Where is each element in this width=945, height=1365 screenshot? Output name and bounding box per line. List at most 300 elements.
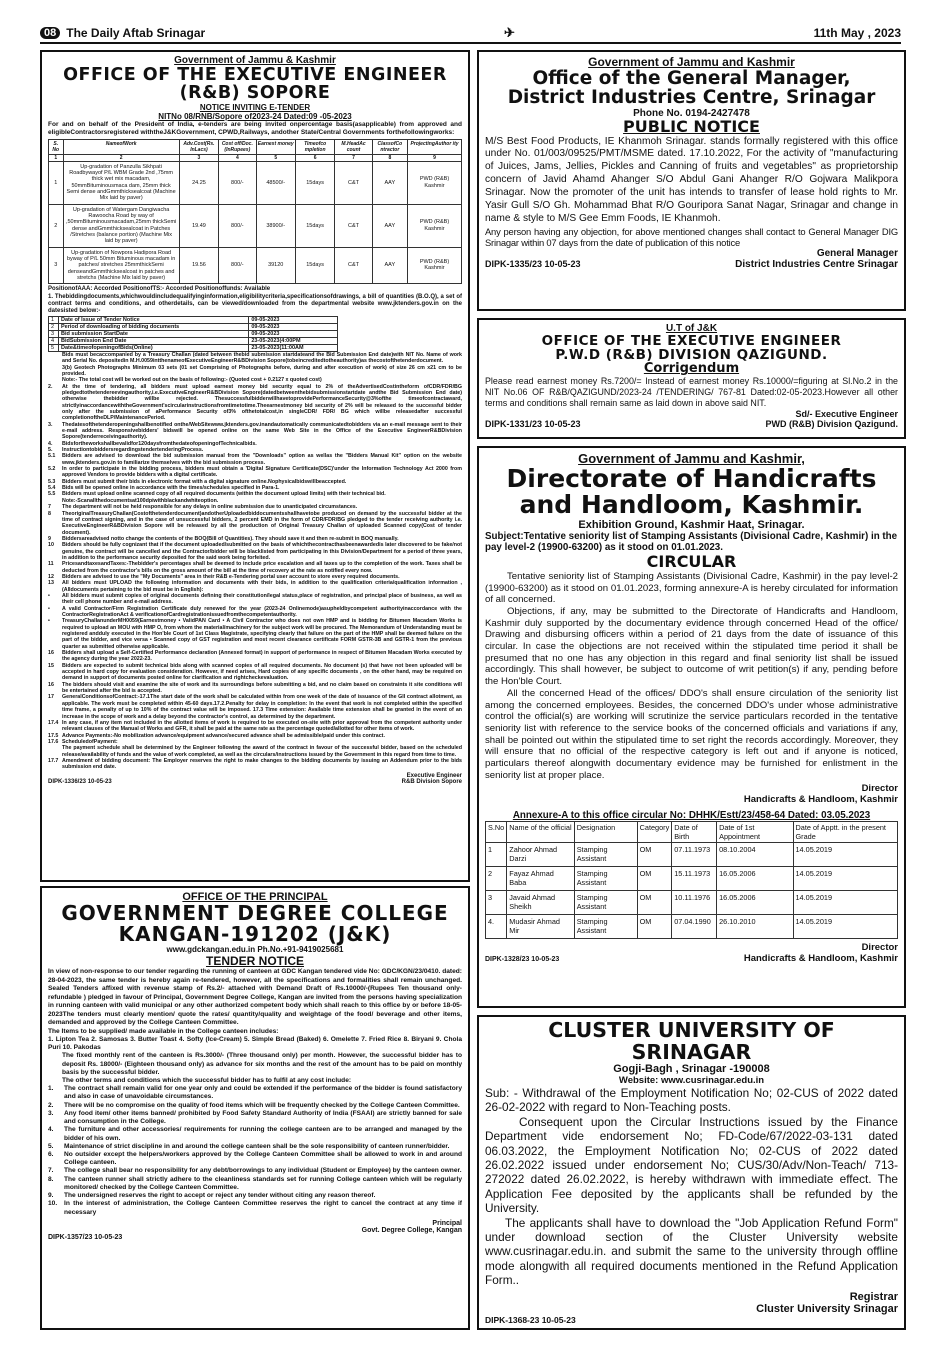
term-item xyxy=(48,745,462,758)
column-number: 5 xyxy=(256,154,295,161)
table-cell: 07.11.1973 xyxy=(672,843,717,867)
term-text: The department will not be held responsible for any delays in online submission due to unanticipated circumstances. xyxy=(62,504,358,511)
table-cell: 14.05.2019 xyxy=(793,843,898,867)
table-cell: 14.05.2019 xyxy=(793,891,898,915)
term-item xyxy=(48,758,462,771)
table-cell: 48500/- xyxy=(256,161,295,204)
table-cell: PWD (R&B) Kashmir xyxy=(407,161,461,204)
term-item xyxy=(48,1102,462,1110)
table-cell: 5 xyxy=(49,344,59,351)
ad-intro: In view of non-response to our tender regarding the running of canteen at GDC Kangan tendered vide No: GDC/KGN/23/0410. dated: 28-04-2023, the same tender is hereby again re-tendered, however, all the specifications and formalities shall remain unchanged. Sealed Tenders affixed with revenue stamp of Rs.2/- attached with Demand Draft of Rs.10000/-(Rupees Ten thousand only-refundable ) pledged in favour of Principal, Government Degree College, Kangan are invited from the persons having specialization in running canteen with valid municipal or any other authorized competent body which shall reach to this office by or before 18-05-2023The tenders must clearly mention/ quote the rates/ quantity/quality and weightage of the food/ beverage and other items, demanded and approved by the College Canteen Committee. xyxy=(48,968,462,1027)
term-number: 17.7 xyxy=(48,757,59,764)
ad-ee-sopore xyxy=(40,50,470,882)
term-item xyxy=(48,384,462,422)
ad-nit-number: NITNo 08/RNB/Sopore of2023-24 Dated:09 -05-2023 xyxy=(158,111,352,121)
signatory-office-2: Handicrafts & Handloom, Kashmir xyxy=(743,953,898,965)
term-number: 3. xyxy=(48,1109,54,1117)
term-number: • xyxy=(48,592,50,599)
table-cell: 2 xyxy=(49,204,64,247)
term-number: 16 xyxy=(48,681,54,688)
table-cell: OM xyxy=(637,891,672,915)
term-text: All bidders must UPLOAD the following information and documents with their bids, in addition to the qualification criteria/qualification information ,(Alldocuments pertaining to the bid must be in English): xyxy=(62,580,462,593)
signatory-office: District Industries Centre Srinagar xyxy=(735,259,898,271)
signatory-title: General Manager xyxy=(816,248,898,260)
ad-paragraph-3: All the concerned Head of the offices/ DDO's shall ensure circulation of the seniority list among the concerned employees. Besides, the concerned DDO's under whose administrative control the official(s) are working will scrutinize the service particulars recorded in the tentative seniority list with reference to the service books of the concerned officials and variations if any, shall be pointed out within the stipulated time to set right the records accordingly. Moreover, they will ensure that no official of the respective category is left out and if anyone is noticed, particulars thereof alongwith documentary evidence may be furnished for enlistment in the seniority list at proper place. xyxy=(485,687,898,781)
ad-body: Please read earnest money Rs.7200/= Instead of earnest money Rs.10000/=figuring at Sl.No.2 in the NIT No.06 OF R&B/QAZIGUND/2023-24 /TENDERING/ 767-81 Dated:02-05-2023.However all other terms and conditions shall remain same as laid down in above said NIT. xyxy=(485,375,898,408)
position-line: PositionofAAA: Accorded PositionofTS:- Accorded Positionoffunds: Available xyxy=(48,286,271,293)
table-cell: OM xyxy=(637,843,672,867)
term-number: • xyxy=(48,618,50,625)
term-text: Thedatesofthetenderopeningshallbenotified onthe/WebSitewww.jktenders.gov.inandautomatically communicatedtobidders via an e-mail message sent to their e-mail address. Responsivebidders' bidswill be opened online on the same Web Site in the Office of the Executive EngineerR&BDivision Sopore(tenderreceivingauthority). xyxy=(62,421,462,441)
page-header xyxy=(40,24,901,44)
term-text: TreasuryChallanunderMH0059(Earnestmoney • ValidPAN Card • A Civil Contractor who does not own HMP and is bidding for Bitumen Macadam Works is required to upload an MOU with HMP O, from whom the material/machinery for the subject work will be procured. The Memorandum of Understanding must be registered andduly executed in the Hon'ble Court of 1st Class Magistrate, specifying clearly that failure on the part of the HMP shall be deemed failure on the part of the bidder, and vice versa • Scanned copy of GST registration and most recent clearance certificate FORM GSTR-3B and GSTR-1 from the previous quarter as submitted otherwise applicable. xyxy=(62,618,462,650)
term-number: 17.6 xyxy=(48,738,59,745)
ad-paragraph-2: The applicants shall have to download the "Job Application Refund Form" under download section of the Cluster University website www.cusrinagar.edu.in. and submit the same to the university through offline mode alongwith all required documents mentioned in the Refund Application Form.. xyxy=(485,1215,898,1288)
signatory-office: Govt. Degree College, Kangan xyxy=(361,1226,462,1234)
table-cell: PWD (R&B) Kashmir xyxy=(407,204,461,247)
term-text: Bids must becaccompanied by a Treasury Challan (dated between thebid submission startdateand the Bid Submission End date)with NIT No. Name of work and Serial No. depositedin M.H.0059intthenameofExecutiveEngineerR&BDivision Sopore(tobeincreditedtotheauthority)as thecostofthetenderdocument. xyxy=(62,351,462,365)
table-cell: Period of downloading of bidding documents xyxy=(59,323,249,330)
dipk-number: DIPK-1335/23 10-05-23 xyxy=(485,259,581,270)
table-row xyxy=(49,344,338,351)
signatory-title: Director xyxy=(861,783,898,795)
column-header: Date of Apptt. in the present Grade xyxy=(793,822,898,843)
ad-intro: For and on behalf of the President of India, e-tenders are being invited onpercentage basis(asapplicable) from approved and eligibleContractorsregistered withtheJ&KGovernment, CPWD,Railways, andother State/Central Governments forthefollowingworks: xyxy=(48,120,462,136)
table-cell: 800/- xyxy=(219,161,256,204)
table-row xyxy=(49,204,462,247)
ad-notice-heading: TENDER NOTICE xyxy=(205,954,304,968)
term-number: 12 xyxy=(48,573,54,580)
term-number: 17 xyxy=(48,694,54,701)
dipk-number: DIPK-1368-23 10-05-23 xyxy=(485,1314,576,1325)
term-item xyxy=(48,511,462,536)
table-cell: 23-05-2023(11:00AM xyxy=(249,344,337,351)
column-number: 1 xyxy=(49,154,64,161)
term-text: Bidders must submit their bids in electronic format with a digital signature online.Nophysicalbidswillbeaccepted. xyxy=(62,478,347,485)
column-header: Date of Birth xyxy=(672,822,717,843)
ad-title-line1: Office of the General Manager, xyxy=(532,68,851,89)
table-cell: 16.05.2006 xyxy=(717,867,793,891)
annexure-heading: Annexure-A to this office circular No: DHHK/Estt/23/458-64 Dated: 03.05.2023 xyxy=(512,810,871,822)
seniority-table xyxy=(485,821,898,939)
table-cell: Zahoor Ahmad Darzi xyxy=(507,843,574,867)
dipk-number: DIPK-1331/23 10-05-23 xyxy=(485,418,581,429)
term-item xyxy=(48,618,462,650)
term-text: The college shall bear no responsibility for any debt/borrowings to any individual (Student or Employee) by the canteen owner. xyxy=(64,1167,462,1175)
term-number: 17.5 xyxy=(48,732,59,739)
table-cell: 23-05-2023(4:00PM xyxy=(249,337,337,344)
term-text: The contract shall remain valid for one year only and could be extended if the performance of the bidder is found satisfactory and also in case of unavoidable circumstances. xyxy=(64,1085,462,1101)
term-number: 1. xyxy=(48,1085,54,1093)
term-number: 4. xyxy=(48,1126,54,1134)
table-cell: 14.05.2019 xyxy=(793,915,898,939)
table-cell: 15days xyxy=(295,204,334,247)
column-number: 8 xyxy=(372,154,407,161)
term-number: 5.4 xyxy=(48,485,56,492)
column-number: 7 xyxy=(335,154,372,161)
table-cell: 09-05-2023 xyxy=(249,330,337,337)
ad-body-objections: Any person having any objection, for above mentioned changes shall contact to General Manager DIG Srinagar within 07 days from the date of publication of this notice xyxy=(485,225,898,249)
ad-handicrafts xyxy=(477,446,906,1008)
ad-title-line2: and Handloom, Kashmir. xyxy=(519,490,864,520)
term-item xyxy=(48,453,462,466)
table-cell: Stamping Assistant xyxy=(574,843,637,867)
term-text: ScheduledofPayment: xyxy=(62,738,118,745)
ad-paragraph-2: Objections, if any, may be submitted to the Directorate of Handicrafts and Handloom, Kashmir duly supported by the documentary evidence through concerned Head of the office/ Drawing and disbursing officers within a period of 21 days from the date of issuance of this circular. In case the objections are not received within the stipulated time period it shall be presumed that no one has any objection in this regard and final seniority list shall be issued accordingly. This shall however, be subject to outcome of writ petition(s) if any, pending before the Hon'ble Court. xyxy=(485,605,898,688)
table-row xyxy=(486,843,898,867)
term-text: Bidders are expected to submit technical bids along with scanned copies of all required documents. No document (s) that have not been uploaded will be accepted in hard copy for evaluation consideration. However, if need arises, Hard copies of any specific documents , on the other hand, may be required on demand in support of documents posted online for clarification and rightcheckevaluation. xyxy=(62,662,462,682)
column-header: Category xyxy=(637,822,672,843)
newspaper-name: The Daily Aftab Srinagar xyxy=(66,26,206,40)
works-table-header xyxy=(49,139,462,154)
table-row xyxy=(49,323,338,330)
rent-text: The fixed monthly rent of the canteen is Rs.3000/- (Three thousand only) per month. However, the successful bidder has to deposit Rs. 18000/- (Eighteen thousand only) as advance for six months and the rest of the amount has to be paid on monthly basis by the successful bidder. xyxy=(62,1052,462,1076)
ad-website: www.gdckangan.edu.in Ph.No.+91-9419025681 xyxy=(166,945,344,954)
term-number xyxy=(48,745,62,758)
table-cell: Fayaz Ahmad Baba xyxy=(507,867,574,891)
term-text: Bidders should be fully cognizant that if the document uploaded/submitted on the basis of whichthecontracthasbeenawardedis later discovered to be fake/not genuine, the contract will be cancelled and the Contractor/bidder will be blacklisted from participating in this Division/Department for a period of three years, in addition to the performance security deposited for the said work being forfeited. xyxy=(62,542,462,561)
ad-paragraph-1: Consequent upon the Circular Instructions issued by the Finance Department vide endorsement No; FD-Code/67/2022-03-131 dated 06.03.2022, the Employment Notification No; 02-CUS of 2022 dated 26.02.2022 issued under endorsement No; CUS/30/Adv/Non-Teach/ 713-272022 dated 26.02.2022, is hereby withdrawn with immediate effect. The Application Fee deposited by the applicants shall be refunded by the University. xyxy=(485,1114,898,1216)
table-cell: OM xyxy=(637,915,672,939)
table-cell: Up-gradation of Panzulla Sikhpati Roadbywayof P/L WBM Grade 2nd ,75mm thick wet mix macadam, 50mmBituminousmaca dam, 25mm thick Semi dense andGmmthicksealcoat (Machine Mix laid by paver) xyxy=(63,161,179,204)
table-cell: 2 xyxy=(486,867,507,891)
works-table-body xyxy=(49,161,462,283)
ad-title-line2: P.W.D (R&B) DIVISION QAZIGUND. xyxy=(555,347,828,364)
ad-government-line: Government of Jammu & Kashmir xyxy=(174,55,336,66)
table-cell: 4. xyxy=(486,915,507,939)
term-number: 11 xyxy=(48,561,54,568)
works-table xyxy=(48,139,462,284)
page-number: 08 xyxy=(40,27,60,39)
ad-paragraph-1: Tentative seniority list of Stamping Assistants (Divisional Cadre, Kashmir) in the pay level-2 (19900-63200) as it stood on 01.01.2023, forming annexure-A is hereby circulated for information of all concerned. xyxy=(485,570,898,606)
table-row xyxy=(49,316,338,323)
table-cell: 09-05-2023 xyxy=(249,323,337,330)
term-number: 7. xyxy=(48,1167,54,1175)
term-text: The furniture and other accessories/ requirements for running the college canteen are to be arranged and managed by the bidder of his own. xyxy=(64,1126,462,1142)
term-number: 2. xyxy=(48,1101,54,1109)
column-number: 6 xyxy=(295,154,334,161)
table-cell: AAY xyxy=(372,204,407,247)
column-header: Earnest money xyxy=(256,139,295,154)
works-table-colnums xyxy=(49,154,462,161)
term-item xyxy=(48,606,462,619)
term-item xyxy=(48,1085,462,1101)
ad-body: M/S Best Food Products, IE Khanmoh Srinagar. stands formally registered with this office under No. 01/003/09525/PMT/MSME dated. 17.10.2022, For the activity of "manufacturing of Juices, Jams, Jellies, Pickles and Canning of fruits and vegetables" as proprietorship concern of Javid Ahamd Ahanger S/O Abdul Gani Ahanger R/O Gojwara Malikpora Srinagar. Now the promoter of the unit has intends to transfer of lease hold rights to Mr. Yasir Gull S/O Gh. Mohammad Bhat R/O Gouripora Sanat Nagar, Srinagar and change in name & style to M/S Gee Emm Foods, IE Khanmoh. xyxy=(485,135,898,224)
ad-office-line: OFFICE OF THE PRINCIPAL xyxy=(182,891,328,903)
table-cell: 07.04.1990 xyxy=(672,915,717,939)
term-text: GeneralConditionsofContract:-17.1The start date of the work shall be calculated within from one week of the date of issuance of the GII contract allotment, as applicable. The work must be completed within 45-60 days.17.2.Penalty for delay in completion: In the event that work is not completed within the specified time frame, a penalty of up to 10% of the contract value will be imposed. 17.3 Time extension: Available time extension shall be granted in the event of an increase in the scope of work and a delay beyond the contractor's control, as determined by the department. xyxy=(62,694,462,720)
table-row xyxy=(486,867,898,891)
term-text: The bidders should visit and examine the site of work and its surroundings before submitting a bid, and no claim based on constraints it site conditions will be entertained after the bid is accepted. xyxy=(62,681,462,695)
ad-title-line2: District Industries Centre, Srinagar xyxy=(507,87,876,109)
term-text: The canteen runner shall strictly adhere to the cleanliness standards set for running College canteen which will be regularly monitored/ checked by the College Canteen Committee. xyxy=(64,1175,462,1191)
term-number: 4. xyxy=(48,440,53,447)
term-item xyxy=(48,580,462,593)
signatory-office: Cluster University Srinagar xyxy=(756,1302,898,1315)
ad-notice-heading: NOTICE INVITING E-TENDER xyxy=(199,102,311,112)
term-number: 6. xyxy=(48,1151,54,1159)
table-row xyxy=(486,891,898,915)
table-cell: 1 xyxy=(49,316,59,323)
terms-list xyxy=(48,1085,462,1217)
ad-government-line: Government of Jammu and Kashmir xyxy=(588,55,795,69)
table-cell: 15.11.1973 xyxy=(672,867,717,891)
term-number: 10. xyxy=(48,1200,58,1208)
table-cell: 19.49 xyxy=(179,204,218,247)
table-cell: OM xyxy=(637,867,672,891)
ad-government-line: Government of Jammu and Kashmir, xyxy=(578,451,805,466)
table-cell: Bid submission StartDate xyxy=(59,330,249,337)
column-header: S.No xyxy=(486,822,507,843)
column-header: Cost off/Doc. (InRupees) xyxy=(219,139,256,154)
term-item xyxy=(48,561,462,574)
table-cell: Mudasir Ahmad Mir xyxy=(507,915,574,939)
signatory-office: Handicrafts & Handloom, Kashmir xyxy=(743,794,898,806)
term-item xyxy=(48,1176,462,1192)
ad-ut-line: U.T of J&K xyxy=(665,323,718,334)
column-header: Name of the official xyxy=(507,822,574,843)
term-number: 13 xyxy=(48,580,54,587)
term-number: 5.3 xyxy=(48,478,56,485)
term-text: Note:- The total cost will be worked out on the basis of following:- (Quoted cost + 0.2127 x quoted cost) xyxy=(62,377,322,384)
term-text: Amendment of bidding document: The Employer reserves the right to make changes to the bidding documents by issuing an Addendum prior to the bids submission end date. xyxy=(62,757,462,771)
table-cell: Up-gradation of Watergam Dangiwacha Rawoocha Road by way of ,50mmBituminousmacadam,25mm thickSemi dense andGmmthicksealcoat in Patches /Stretches (balance portion) (Machine Mix laid by paver) xyxy=(63,204,179,247)
table-cell: 10.11.1976 xyxy=(672,891,717,915)
view-documents-note: 1. Thebiddingdocuments,whichwouldincludequalifyinginformation,eligibilitycriteria,specificationsofdrawings, a bill of quantities (B.O.Q), a set of contract terms and conditions, and otherdetails, can be viewed/downloaded from the departmental website www.jktenders.gov.in on the datesisted below:- xyxy=(48,293,462,315)
table-cell: 15days xyxy=(295,247,334,284)
table-cell: 2 xyxy=(49,323,59,330)
ad-title: CLUSTER UNIVERSITY OF SRINAGAR xyxy=(548,1018,835,1064)
term-number: 5.1 xyxy=(48,453,56,460)
term-number: 10 xyxy=(48,542,54,549)
term-text: Maintenance of strict discipline in and around the college canteen shall be the sole responsibility of canteen runner/bidder. xyxy=(64,1142,450,1150)
table-cell: 39120 xyxy=(256,247,295,284)
table-cell: Up-gradation of Nowpora Hadipora Road byway of P/L 50mm Bituminous macadam in patches/ stretches 25mmthickSemi denseandGmmthicksealcoat in patches and stretchs (Machine Mix laid by paver) xyxy=(63,247,179,284)
table-cell: 3 xyxy=(49,330,59,337)
column-header: NameofWork xyxy=(63,139,179,154)
term-item xyxy=(48,720,462,733)
term-number: 8 xyxy=(48,510,51,517)
ad-pwd-qazigund xyxy=(477,318,906,439)
term-text: All bidders must submit copies of original documents defining their constitution/legal status,place of registration, and principal place of business, as well as their cell phone number and e-mail address. xyxy=(62,592,462,606)
term-text: There will be no compromise on the quality of food items which will be frequently checked by the College Canteen Committee. xyxy=(64,1101,460,1109)
table-header-row xyxy=(486,822,898,843)
table-row xyxy=(49,161,462,204)
column-number: 9 xyxy=(407,154,461,161)
term-text: Bids will be opened online in accordance with the times/schedules specified in Para-1. xyxy=(62,485,280,492)
ad-title-line1: Directorate of Handicrafts xyxy=(506,464,877,493)
ad-title: OFFICE OF THE EXECUTIVE ENGINEER (R&B) SOPORE xyxy=(63,65,447,104)
term-text: The payment schedule shall be determined by the Engineer following the award of the contract in favour of the successful bidder, based on the scheduled release/availability of funds and the value of work completed, as well as the circulars/instructions issued by the Government in this regard from time to time. xyxy=(62,745,462,758)
ad-address: Exhibition Ground, Kashmir Haat, Srinagar. xyxy=(578,518,805,531)
signatory-title-2: Director xyxy=(861,942,898,954)
term-item xyxy=(48,1110,462,1126)
term-number: 8. xyxy=(48,1175,54,1183)
dipk-number: DIPK-1357/23 10-05-23 xyxy=(48,1233,123,1241)
term-text: TheoriginalTreasuryChallan(Costofthetenderdocument)andotherUploadedbiddocumentsshallhavetobe produced on demand by the successful bidder at the time of contract signing, and in the case of unsuccessful bidders, 2 percent EMD in the form of CDR/FDR/BG pledged to the tender receiving authority i.e. ExecutiveEngineerR&BDivision Sopore will be released by all the production of Original Treasury Challan of uploaded Scanned copy(Cost of tender document). xyxy=(62,510,462,536)
term-text: In the interest of administration, the College Canteen Committee reserves the right to cancel the contract at any time if necessary xyxy=(64,1200,462,1216)
term-text: At the time of tendering, all bidders must upload earnest money bid security equal to 2% of theAdvertisedCostintheform ofCDR/FDR/BG pledgedtothetendereevingauthority,i.e.ExecutiveEngineerR&BDivision Sopore(datedbetweenthebidsubmissionstartdate andthe Bid Submission End date) otherwise thebidder willbe rejected. ThesuccessfulbidderwillhavetoprovidePerformanceSecurity@3%ofthe timeofcontractaward, strictlyinaccordancewiththeGovernment'scircularinstructionsfromtimetotime.Theearnestmoney bid security of 2% will be released to the successful bidder only after the submission of aPerformance Security of3% ofthetotalcost,in singleCDR/ FDR/ BG which willbe releasedafter successful completionoftheDLP/MaintenancePeriod. xyxy=(62,383,462,422)
table-cell: C&T xyxy=(335,161,372,204)
term-item xyxy=(48,542,462,561)
table-cell: 1 xyxy=(486,843,507,867)
ad-subject: Subject:Tentative seniority list of Stamping Assistants (Divisional Cadre, Kashmir) in the pay level-2 (19900-63200) as it stood on 01.01.2023. xyxy=(485,530,898,554)
signatory-office: PWD (R&B) Division Qazigund. xyxy=(765,418,898,429)
table-row xyxy=(486,915,898,939)
table-cell: 26.10.2010 xyxy=(717,915,793,939)
term-number: 5. xyxy=(48,447,53,454)
table-cell: 1 xyxy=(49,161,64,204)
items-list: 1. Lipton Tea 2. Samosas 3. Butter Toast 4. Softy (Ice-Cream) 5. Simple Bread (Baked) 6. Omelette 7. Fried Rice 8. Biryani 9. Chola Puri 10. Pakodas xyxy=(48,1036,462,1052)
column-header: Date of 1st Appointment xyxy=(717,822,793,843)
column-number: 3 xyxy=(179,154,218,161)
table-row xyxy=(49,330,338,337)
term-item xyxy=(48,682,462,695)
term-number: 7 xyxy=(48,504,51,511)
table-cell: AAY xyxy=(372,161,407,204)
term-text: No outsider except the helpers/workers approved by the College Canteen Committee shall be allowed to work in and around College canteen. xyxy=(64,1151,462,1167)
column-header: Timeofco mpletion xyxy=(295,139,334,154)
table-cell: PWD (R&B) Kashmir xyxy=(407,247,461,284)
term-item xyxy=(48,422,462,441)
table-cell: C&T xyxy=(335,247,372,284)
issue-date: 11th May , 2023 xyxy=(813,26,901,40)
term-item xyxy=(48,593,462,606)
term-number: 16 xyxy=(48,650,54,657)
ad-title-line1: OFFICE OF THE EXECUTIVE ENGINEER xyxy=(541,333,842,349)
table-cell: 800/- xyxy=(219,204,256,247)
table-cell: Stamping Assistant xyxy=(574,867,637,891)
table-row xyxy=(49,337,338,344)
term-number: 5.2 xyxy=(48,466,56,473)
term-item xyxy=(48,1151,462,1167)
terms-list xyxy=(48,352,462,771)
ad-website: Website: www.cusrinagar.edu.in xyxy=(618,1075,765,1087)
term-item xyxy=(48,1126,462,1142)
term-text: The undersigned reserves the right to accept or reject any tender without citing any reason thereof. xyxy=(64,1192,376,1200)
ad-notice-heading: PUBLIC NOTICE xyxy=(623,116,760,136)
dipk-number: DIPK-1336/23 10-05-23 xyxy=(48,778,112,785)
table-cell: Stamping Assistant xyxy=(574,891,637,915)
term-number: 2. xyxy=(48,383,53,390)
table-cell: 08.10.2004 xyxy=(717,843,793,867)
signatory-title: Executive Engineer xyxy=(406,772,462,779)
term-text: Bidders are advised to use the "My Documents" area in their R&B e-Tendering portal user account to store every required documents. xyxy=(62,573,400,580)
term-item xyxy=(48,466,462,479)
ad-subject: Sub: - Withdrawal of the Employment Notification No; 02-CUS of 2022 dated 26-02-2022 with regard to Non-Teaching posts. xyxy=(485,1086,898,1115)
term-number: 9 xyxy=(48,535,51,542)
term-number: 9. xyxy=(48,1192,54,1200)
dipk-number: DIPK-1328/23 10-05-23 xyxy=(485,956,560,964)
term-number: 5.5 xyxy=(48,491,56,498)
term-number: 15 xyxy=(48,662,54,669)
ad-dic-srinagar xyxy=(477,50,906,311)
term-item xyxy=(48,365,462,378)
table-cell: BidSubmission End Date xyxy=(59,337,249,344)
table-cell: 3 xyxy=(49,247,64,284)
table-cell: 16.05.2006 xyxy=(717,891,793,915)
term-item xyxy=(48,1200,462,1216)
column-header: ProjectingAuthor ity xyxy=(407,139,461,154)
term-number: 5. xyxy=(48,1142,54,1150)
term-number xyxy=(48,365,62,378)
term-text: In any case, if any item not included in the allotted items of work is required to be executed on-site with prior approval from the competent authority under relevant clauses of the Manual of Works and GFR, it shall be paid at the same rate as the percentage quoted/allotted for other items of work. xyxy=(62,719,462,733)
table-cell: 24.25 xyxy=(179,161,218,204)
term-text: A valid Contractor/Firm Registration Certificate duly renewed for the year (2023-24 Onlinemode)asupheldbycompetent authorityinaccordance with the ContractorRegistrationAct & verificationofCardregistrationissuedfromthecompetentauthority. xyxy=(62,605,462,618)
term-text: Bidders are advised to download the bid submission manual from the "Downloads" option as wellas the "Bidders Manual Kit" option on the website www.jktenders.gov.in to familiarize themselves with the bid submission process. xyxy=(62,453,462,466)
term-number: 17.4 xyxy=(48,719,59,726)
table-cell: 09-05-2023 xyxy=(249,316,337,323)
term-number: 3. xyxy=(48,421,53,428)
term-item xyxy=(48,650,462,663)
table-cell: 14.05.2019 xyxy=(793,867,898,891)
table-cell: AAY xyxy=(372,247,407,284)
term-item xyxy=(48,1167,462,1175)
term-text: In order to participate in the bidding process, bidders must obtain a 'Digital Signature Certificate(DSC)'under the Information Technology Act 2000 from approved Vendors to provide bidders with a digital certificate. xyxy=(62,466,462,479)
column-number: 2 xyxy=(63,154,179,161)
table-row xyxy=(49,247,462,284)
term-text: Bidsfortheworkshallbevalidfor120daysfromthedateofopeningofTechnicalbids. xyxy=(62,440,257,447)
term-item xyxy=(48,352,462,365)
term-text: Bidders shall upload a Self-Certified Performance declaration (Annexed format) in support of performance in respect of Bitumen Macadam Works executed by the agency during the year 2022-23. xyxy=(62,650,462,663)
term-text: Any food item/ other items banned/ prohibited by Food Safety Standard Authority of India (FSAAI) are strictly banned for sale and consumption in the College. xyxy=(64,1109,462,1126)
term-number xyxy=(48,352,62,365)
column-header: Adv.Cost(Rs. InLacs) xyxy=(179,139,218,154)
column-header: S. No xyxy=(49,139,64,154)
term-item xyxy=(48,1143,462,1151)
table-cell: 800/- xyxy=(219,247,256,284)
column-header: ClassofCo ntractor xyxy=(372,139,407,154)
table-cell: 38900/- xyxy=(256,204,295,247)
term-text: Biddersareadvised notto change the contents of the BOQ(Bill of Quantities). They should save it and then re-submit in BOQ manually. xyxy=(62,535,399,542)
table-cell: 19.56 xyxy=(179,247,218,284)
signatory-office: R&B Division Sopore xyxy=(401,778,462,785)
term-text: 3(b) Geotech Photographs Minimum 03 sets (01 set Comprising of Photographs before, during and after execution of work) of size 26 cm x21 cm to be provided. xyxy=(62,364,462,377)
term-number: • xyxy=(48,605,50,612)
terms-heading: The other terms and conditions which the successful bidder has to fulfil at any cost include: xyxy=(62,1076,352,1084)
column-number: 4 xyxy=(219,154,256,161)
term-item xyxy=(48,1192,462,1200)
items-heading: The Items to be supplied/ made available in the College canteen includes: xyxy=(48,1027,279,1035)
ad-notice-heading: Corrigendum xyxy=(643,361,740,377)
table-cell: C&T xyxy=(335,204,372,247)
term-text: Bidders must upload online scanned copy of all required documents (within the document upload limits) with their technical bid. xyxy=(62,491,386,498)
table-cell: Stamping Assistant xyxy=(574,915,637,939)
term-item xyxy=(48,694,462,719)
dates-table xyxy=(48,316,338,352)
term-text: InstructiontobiddersregardingstendertenderingProcess. xyxy=(62,447,204,454)
ad-notice-heading: CIRCULAR xyxy=(646,552,737,571)
column-header: Designation xyxy=(574,822,637,843)
table-cell: 15days xyxy=(295,161,334,204)
table-cell: Date&timeofopeningofBids(Online) xyxy=(59,344,249,351)
signatory-title: Registrar xyxy=(849,1290,898,1303)
ad-gdc-kangan xyxy=(40,886,470,1330)
column-header: M.HeadAc count xyxy=(335,139,372,154)
signatory-title: Principal xyxy=(432,1219,462,1227)
ad-address: Gogji-Bagh , Srinagar -190008 xyxy=(613,1063,770,1076)
masthead-logo: ✈ xyxy=(503,25,515,41)
ad-cluster-university xyxy=(477,1015,906,1330)
ad-title: GOVERNMENT DEGREE COLLEGE KANGAN-191202 (J&K) xyxy=(61,901,449,946)
term-text: Advance Payments:-No mobilization advance/equipment advance/secured advance shall be admissible/paid under this contract. xyxy=(62,732,385,739)
term-text: Note:-Scanallthedocumentsat100dpiwithblackandwhiteoption. xyxy=(62,497,219,504)
term-text: PricesandtaxesandTaxes:-Thebidder's percentages shall be deemed to include price escalation and all taxes up to the completion of the work. Taxes shall be deducted from the contractor's bills on the gross amount of the bill at the time of recovery at the rate as notified every now. xyxy=(62,561,462,574)
table-cell: Date of Issue of Tender Notice xyxy=(59,316,249,323)
table-cell: 3 xyxy=(486,891,507,915)
signatory-title: Sd/- Executive Engineer xyxy=(795,408,898,419)
term-item xyxy=(48,663,462,682)
